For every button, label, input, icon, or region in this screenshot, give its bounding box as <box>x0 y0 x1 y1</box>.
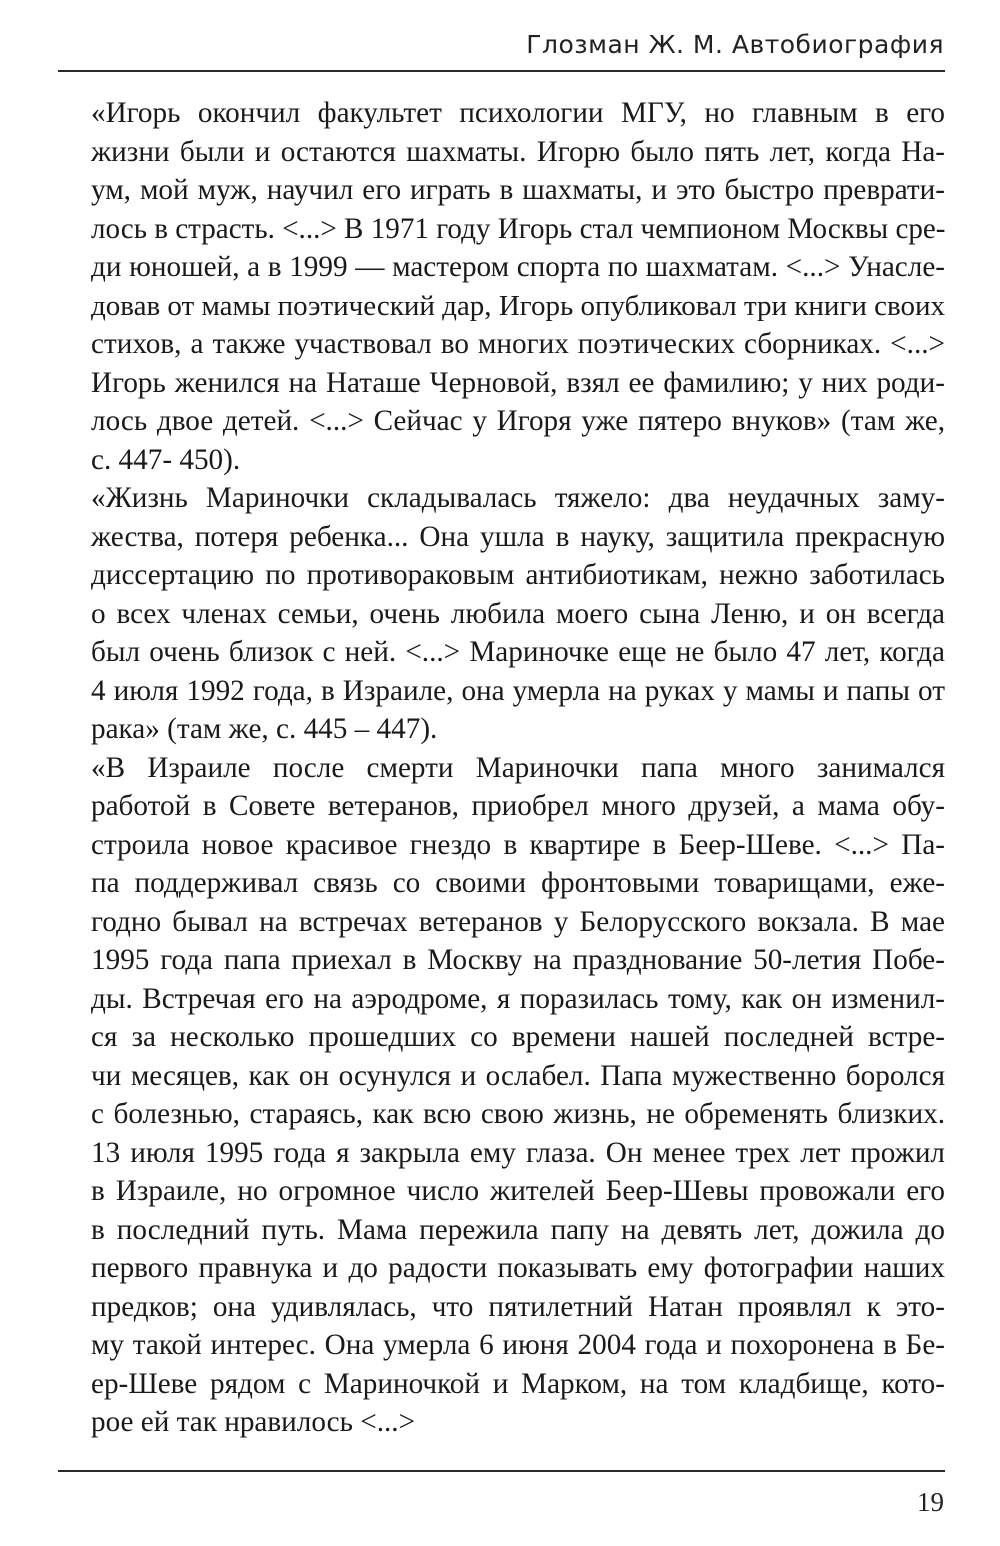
text-line: лось двое детей. <...> Сейчас у Игоря уже пятеро внуков» (там же, <box>91 405 945 437</box>
text-line: о всех членах семьи, очень любила моего сына Леню, и он всегда <box>91 597 945 630</box>
text-line: ся за несколько прошедших со времени нашей последней встре- <box>91 1021 945 1053</box>
text-line: жества, потеря ребенка... Она ушла в науку, защитила прекрасную <box>91 520 945 553</box>
text-line: Игорь женился на Наташе Черновой, взял ее фамилию; у них роди- <box>91 366 945 399</box>
running-title: Глозман Ж. М. Автобиография <box>526 30 944 59</box>
text-line: рое ей так нравилось <...> <box>91 1406 416 1438</box>
paragraph-israel <box>58 749 945 1442</box>
text-line: жизни были и остаются шахматы. Игорю было пять лет, когда На- <box>91 135 945 168</box>
text-line: ди юношей, а в 1999 — мастером спорта по шахматам. <...> Унасле- <box>91 251 945 283</box>
text-line: чи месяцев, как он осунулся и ослабел. Папа мужественно боролся <box>91 1059 945 1092</box>
paragraph-igor <box>58 94 945 479</box>
text-line: довав от мамы поэтический дар, Игорь опубликовал три книги своих <box>91 289 946 322</box>
text-line: «Жизнь Мариночки складывалась тяжело: два неудачных заму- <box>91 482 945 514</box>
text-line: 4 июля 1992 года, в Израиле, она умерла на руках у мамы и папы от <box>91 674 945 707</box>
page-number: 19 <box>917 1487 944 1517</box>
text-line: стихов, а также участвовал во многих поэтических сборниках. <...> <box>91 328 945 360</box>
text-line: в Израиле, но огромное число жителей Беер-Шевы провожали его <box>91 1175 945 1207</box>
text-line: ды. Встречая его на аэродроме, я поразилась тому, как он изменил- <box>91 982 945 1015</box>
text-line: работой в Совете ветеранов, приобрел много друзей, а мама обу- <box>91 790 945 822</box>
text-line: предков; она удивлялась, что пятилетний Натан проявлял к это- <box>91 1290 945 1323</box>
text-line: с болезнью, стараясь, как всю свою жизнь, не обременять близких. <box>91 1098 945 1130</box>
text-line: му такой интерес. Она умерла 6 июня 2004 года и похоронена в Бе- <box>91 1329 945 1361</box>
text-line: 13 июля 1995 года я закрыла ему глаза. Он менее трех лет прожил <box>91 1136 945 1169</box>
text-line: годно бывал на встречах ветеранов у Белорусского вокзала. В мае <box>91 905 945 938</box>
text-line: лось в страсть. <...> В 1971 году Игорь стал чемпионом Москвы сре- <box>91 212 946 245</box>
page-body <box>58 94 945 1442</box>
text-line: ер-Шеве рядом с Мариночкой и Марком, на том кладбище, кото- <box>91 1367 945 1400</box>
text-line: строила новое красивое гнездо в квартире в Беер-Шеве. <...> Па- <box>91 828 945 861</box>
text-line: па поддерживал связь со своими фронтовыми товарищами, еже- <box>91 867 945 899</box>
text-line: рака» (там же, с. 445 – 447). <box>91 713 438 745</box>
text-line: ум, мой муж, научил его играть в шахматы, и это быстро преврати- <box>91 174 945 206</box>
footer-rule <box>58 1470 945 1472</box>
text-line: был очень близок с ней. <...> Мариночке еще не было 47 лет, когда <box>91 636 945 668</box>
text-line: «В Израиле после смерти Мариночки папа много занимался <box>91 751 945 784</box>
text-line: диссертацию по противораковым антибиотикам, нежно заботилась <box>91 559 945 591</box>
text-line: первого правнука и до радости показывать ему фотографии наших <box>91 1252 945 1284</box>
text-line: с. 447- 450). <box>91 443 241 476</box>
paragraph-marina <box>58 479 945 749</box>
text-line: в последний путь. Мама пережила папу на девять лет, дожила до <box>91 1213 945 1246</box>
text-line: «Игорь окончил факультет психологии МГУ, но главным в его <box>91 97 945 129</box>
text-line: 1995 года папа приехал в Москву на празднование 50-летия Побе- <box>91 944 945 976</box>
header-rule <box>58 70 945 72</box>
